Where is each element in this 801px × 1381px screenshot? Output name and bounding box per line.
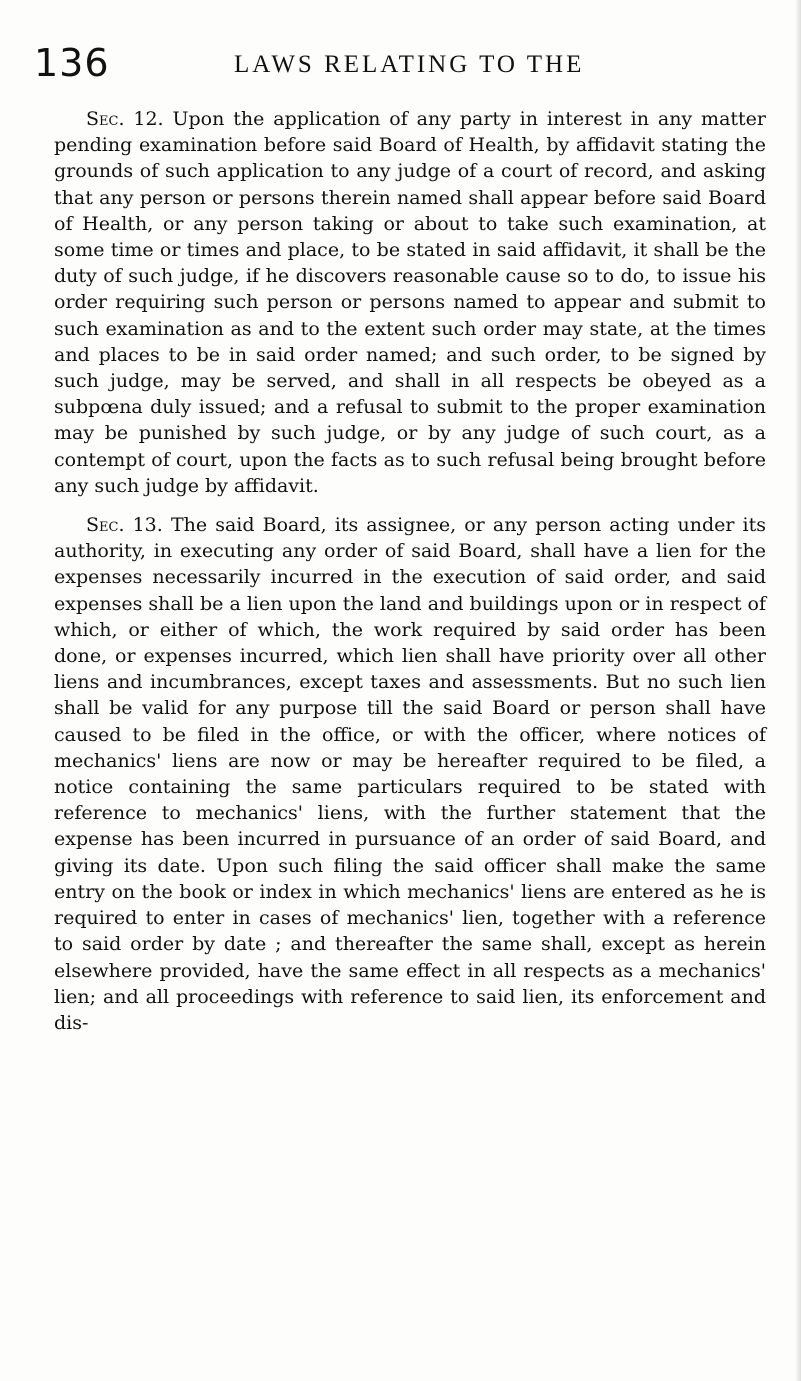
section-text: The said Board, its assignee, or any person acting under its authority, in executing any order of said Board, shall have a lien for the expenses necessarily incurred in the execution of said order, and said expenses shall be a lien upon the land and buildings upon or in respect of which, or either of which, the work required by said order has been done, or expenses incurred, which lien shall have priority over all other liens and incumbrances, except taxes and assessments. But no such lien shall be valid for any purpose till the said Board or person shall have caused to be filed in the office, or with the officer, where notices of mechanics' liens are now or may be hereafter required to be filed, a notice containing the same particulars required to be stated with reference to mechanics' liens, with the further statement that the expense has been incurred in pursuance of an order of said Board, and giving its date. Upon such filing the said officer shall make the same entry on the book or index in which mechanics' liens are entered as he is required to enter in cases of mechanics' lien, together with a reference to said order by date ; and thereafter the same shall, except as herein elsewhere provided, have the same effect in all respects as a mechanics' lien; and all proceedings with reference to said lien, its enforcement and dis- [54, 514, 767, 1034]
page-header [34, 40, 774, 88]
page-number: 136 [34, 41, 110, 85]
body-text [54, 106, 766, 1036]
section-text: Upon the application of any party in interest in any matter pending examination before said Board of Health, by affidavit stating the grounds of such application to any judge of a court of record, and asking that any person or persons therein named shall appear before said Board of Health, or any person taking or about to take such examination, at some time or times and place, to be stated in said affidavit, it shall be the duty of such judge, if he discovers reasonable cause so to do, to issue his order requiring such person or persons named to appear and submit to such examination as and to the extent such order may state, at the times and places to be in said order named; and such order, to be signed by such judge, may be served, and shall in all respects be obeyed as a subpœna duly issued; and a refusal to submit to the proper examination may be punished by such judge, or by any judge of such court, as a contempt of court, upon the facts as to such refusal being brought before any such judge by affidavit. [54, 108, 766, 497]
section-label: Sec. 13. [86, 514, 163, 537]
section-label: Sec. 12. [86, 108, 164, 130]
section-12 [54, 106, 766, 499]
running-head: LAWS RELATING TO THE [234, 51, 585, 78]
section-13 [54, 512, 766, 1036]
page-edge-shadow [795, 0, 801, 1381]
